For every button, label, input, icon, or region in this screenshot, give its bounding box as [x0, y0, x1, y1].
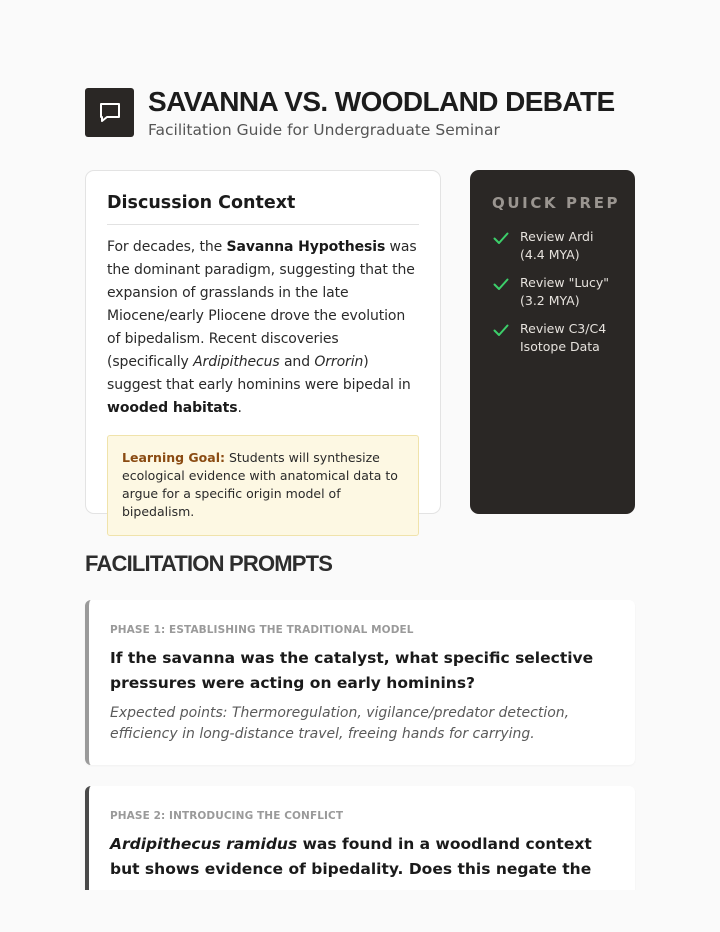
quick-prep-heading: QUICK PREP [492, 194, 621, 212]
prompt-card-phase-2 [85, 786, 635, 896]
facilitation-prompts-heading: FACILITATION PROMPTS [85, 551, 333, 576]
checkmark-icon [492, 275, 510, 293]
header-text [148, 88, 615, 140]
page-bottom-margin [0, 890, 720, 932]
ardipithecus-term: Ardipithecus [193, 354, 280, 370]
context-text: . [237, 400, 242, 416]
ardipithecus-ramidus-term: Ardipithecus ramidus [110, 835, 298, 853]
page-header [85, 88, 615, 140]
discussion-context-card [85, 170, 441, 519]
checkmark-icon [492, 321, 510, 339]
learning-goal-box [107, 435, 419, 536]
wooded-habitats-term: wooded habitats [107, 400, 238, 416]
quick-prep-item [492, 228, 621, 264]
context-text: and [279, 354, 315, 370]
savanna-hypothesis-term: Savanna Hypothesis [226, 239, 386, 255]
context-text: ) suggest that early hominins were bipedal in [107, 354, 411, 393]
chat-bubble-icon [85, 88, 134, 137]
checkmark-icon [492, 229, 510, 247]
prompt-phase-label: PHASE 1: ESTABLISHING THE TRADITIONAL MODEL [110, 624, 414, 636]
prompt-question-text: was found in a woodland context but shows evidence of bipedality. Does this negate the [110, 835, 592, 878]
prompt-phase-label: PHASE 2: INTRODUCING THE CONFLICT [110, 810, 344, 822]
context-text: For decades, the [107, 239, 227, 255]
page-title: SAVANNA VS. WOODLAND DEBATE [148, 86, 615, 117]
context-text: was the dominant paradigm, suggesting that the expansion of grasslands in the late Miocene/early Pliocene drove the evolution of bipedalism. Recent discoveries (specifically [107, 239, 417, 370]
quick-prep-item [492, 320, 621, 356]
quick-prep-item-label: Review C3/C4 Isotope Data [520, 321, 607, 354]
quick-prep-item-label: Review "Lucy" (3.2 MYA) [520, 275, 610, 308]
prompt-question [110, 832, 611, 896]
discussion-context-body [107, 236, 419, 420]
page-subtitle: Facilitation Guide for Undergraduate Seminar [148, 121, 500, 139]
discussion-context-heading: Discussion Context [107, 191, 419, 225]
quick-prep-item [492, 274, 621, 310]
prompt-expected-points: Expected points: Thermoregulation, vigilance/predator detection, efficiency in long-distance travel, freeing hands for carrying. [110, 705, 570, 742]
quick-prep-card [470, 170, 635, 514]
orrorin-term: Orrorin [314, 354, 364, 370]
learning-goal-text: Students will synthesize ecological evidence with anatomical data to argue for a specific origin model of bipedalism. [122, 450, 398, 519]
prompt-card-phase-1 [85, 600, 635, 765]
quick-prep-item-label: Review Ardi (4.4 MYA) [520, 229, 594, 262]
prompt-question: If the savanna was the catalyst, what specific selective pressures were acting on early hominins? [110, 649, 594, 692]
learning-goal-label: Learning Goal: [122, 450, 225, 465]
